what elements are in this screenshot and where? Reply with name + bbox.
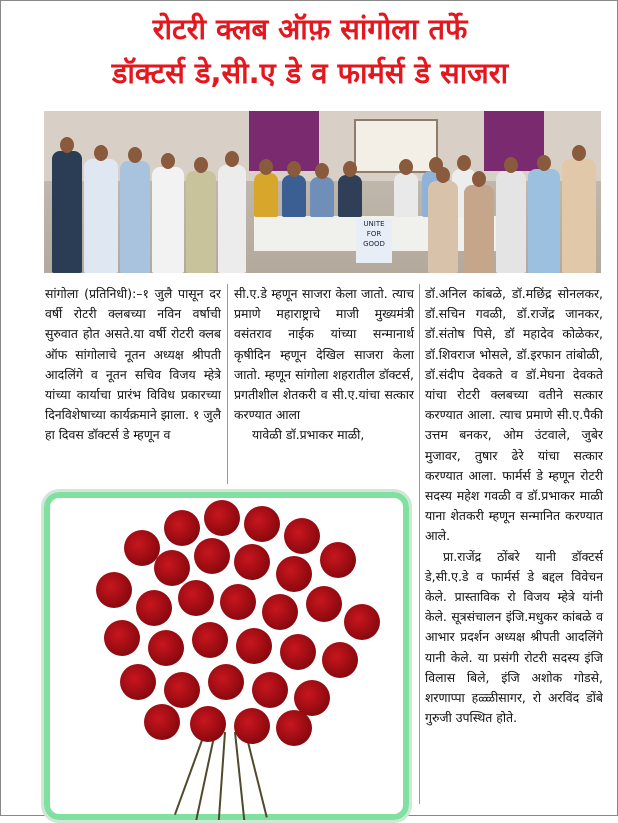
article-column-3 [425,284,603,728]
photo-banner: UNITE FOR GOOD [356,219,392,263]
headline-line-2: डॉक्टर्स डे,सी.ए डे व फार्मर्स डे साजरा [111,56,509,90]
person [562,159,596,273]
article-column-1 [45,284,221,446]
rose-bouquet-image [41,489,412,823]
person [186,171,216,273]
headline [1,7,618,95]
person [310,177,334,217]
person [218,165,246,273]
photo-honor-board [354,119,438,173]
article-paragraph: डॉ.अनिल कांबळे, डॉ.मछिंद्र सोनलकर, डॉ.सचिन गवळी, डॉ.राजेंद्र जानकर, डॉ.संतोष पिसे, डॉ महादेव कोळेकर, डॉ.शिवराज भोसले, डॉ.इरफान तांबोळी, डॉ.संदीप देवकते व डॉ.मेघना देवकते यांचा रोटरी क्लबच्या वतीने सत्कार करण्यात आला. त्याच प्रमाणे सी.ए.पैकी उत्तम बनकर, ओम उंटवाले, जुबेर मुजावर, तुषार ढेरे यांचा सत्कार करण्यात आला. फार्मर्स डे म्हणून रोटरी सदस्य महेश गवळी व डॉ.प्रभाकर माळी याना शेतकरी म्हणून सन्मानित करण्यात आले. [425,286,603,544]
person [394,173,418,217]
article-paragraph: सी.ए.डे म्हणून साजरा केला जातो. त्याच प्रमाणे महाराष्ट्राचे माजी मुख्यमंत्री वसंतराव नाईक यांच्या सन्मानार्थ कृषीदिन म्हणून देखिल साजरा केला जातो. म्हणून सांगोला शहरातील डॉक्टर्स, प्रगतीशील शेतकरी व सी.ए.यांचा सत्कार करण्यात आला [234,286,414,423]
person [152,167,184,273]
person [52,151,82,273]
headline-line-1: रोटरी क्लब ऑफ़ सांगोला तर्फे [152,12,468,46]
person [84,159,118,273]
column-divider [227,284,228,484]
article-column-2 [234,284,414,446]
person [338,175,362,217]
person [282,175,306,217]
article-paragraph: प्रा.राजेंद्र ठोंबरे यानी डॉक्टर्स डे,सी.ए.डे व फार्मर्स डे बद्दल विवेचन केले. प्रास्ताविक रो विजय म्हेत्रे यांनी केले. सूत्रसंचालन इंजि.मधुकर कांबळे व आभार प्रदर्शन अध्यक्ष श्रीपती आदलिंगे यानी केले. या प्रसंगी रोटरी सदस्य इंजि विलास बिले, इंजि अशोक गोडसे, शरणाप्पा हळ्ळीसागर, रो अरविंद डोंबे गुरुजी उपस्थित होते. [425,548,603,726]
article-paragraph: सांगोला (प्रतिनिधी):–१ जुलै पासून दर वर्षी रोटरी क्लबच्या नविन वर्षाची सुरुवात होत असते.या वर्षी रोटरी क्लब ऑफ सांगोलाचे नूतन अध्यक्ष श्रीपती आदलिंगे व नूतन सचिव विजय म्हेत्रे यांच्या कार्याचा प्रारंभ विविध प्रकारच्या दिनविशेषाच्या कार्यक्रमाने झाला. १ जुलै हा दिवस डॉक्टर्स डे म्हणून व [45,286,221,443]
article-paragraph: यावेळी डॉ.प्रभाकर माळी, [252,427,365,443]
person [428,181,458,273]
person [120,161,150,273]
person [496,171,526,273]
group-photo [44,111,601,273]
column-divider [419,284,420,804]
person [464,185,494,273]
person [254,173,278,217]
person [528,169,560,273]
